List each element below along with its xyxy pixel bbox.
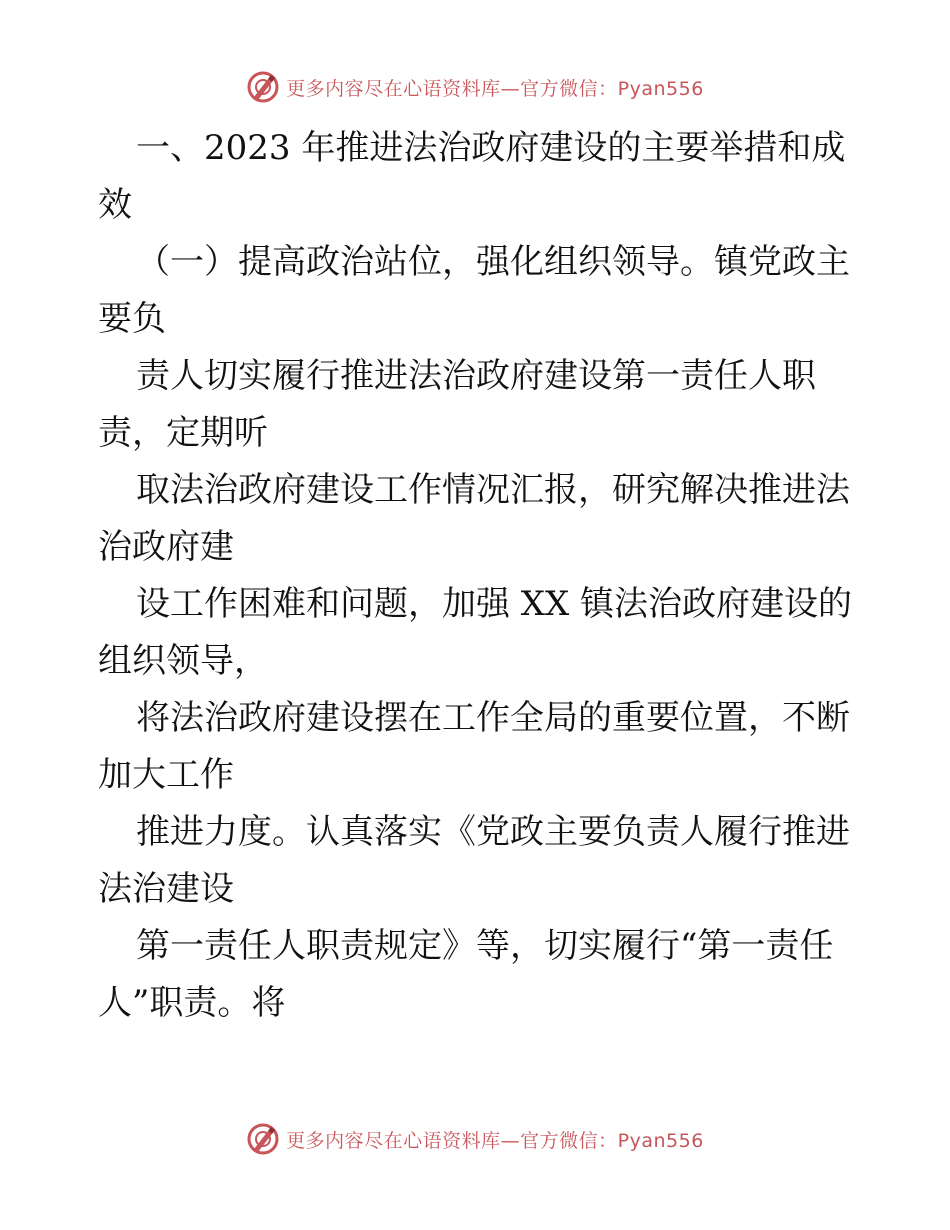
paragraph: 第一责任人职责规定》等，切实履行“第一责任人”职责。将 [98,926,834,1023]
paragraph: 将法治政府建设摆在工作全局的重要位置，不断加大工作 [98,698,850,795]
header-banner [0,70,950,104]
footer-banner [0,1122,950,1156]
paragraph: 责人切实履行推进法治政府建设第一责任人职责，定期听 [98,356,816,453]
paragraph: 取法治政府建设工作情况汇报，研究解决推进法治政府建 [98,470,850,567]
paragraph-heading: 一、2023 年推进法治政府建设的主要举措和成效 [98,128,846,225]
document-body [98,120,858,1032]
pen-seal-icon [246,1122,280,1156]
paragraph: 推进力度。认真落实《党政主要负责人履行推进法治建设 [98,812,850,909]
paragraph: （一）提高政治站位，强化组织领导。镇党政主要负 [98,242,850,339]
pen-seal-icon [246,70,280,104]
header-banner-text: 更多内容尽在心语资料库—官方微信：Pyan556 [286,77,704,100]
footer-banner-text: 更多内容尽在心语资料库—官方微信：Pyan556 [286,1129,704,1152]
paragraph: 设工作困难和问题，加强 XX 镇法治政府建设的组织领导， [98,584,853,681]
